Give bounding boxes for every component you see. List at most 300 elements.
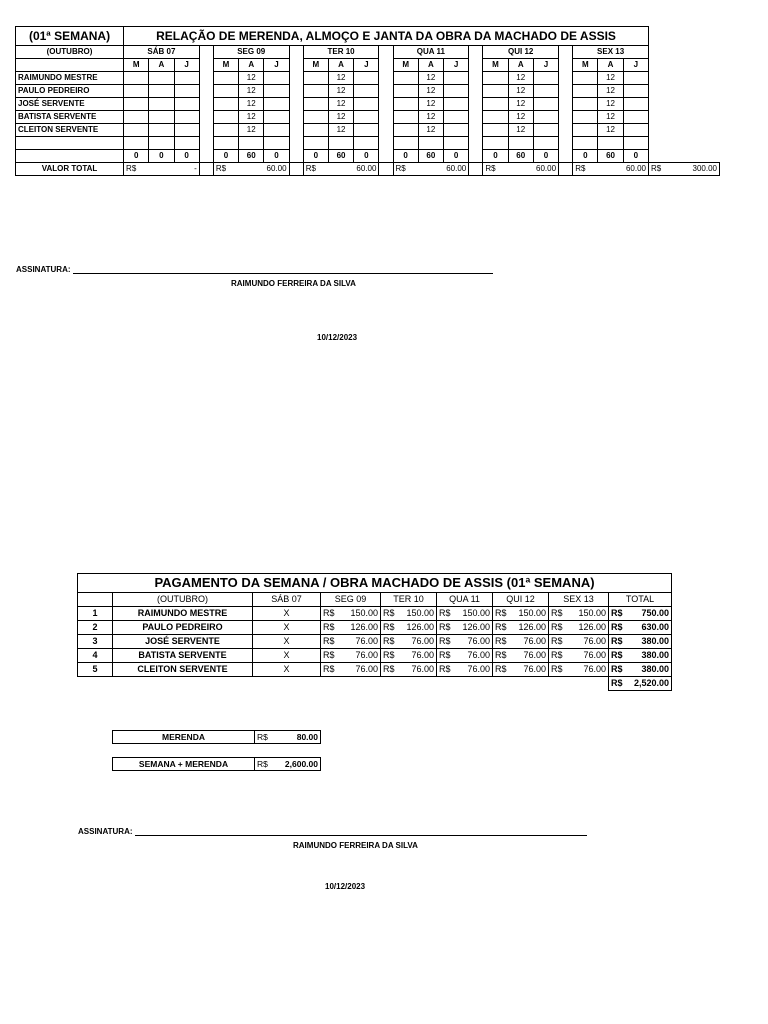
blank-cell (78, 677, 113, 691)
day-payment: 126.00 (462, 622, 490, 632)
meal-code: J (444, 59, 469, 72)
spacer-cell (469, 98, 483, 111)
month-label: (OUTUBRO) (16, 46, 124, 59)
day-payment: 126.00 (578, 622, 606, 632)
meal-count: 12 (328, 124, 353, 137)
worker-name: JOSÉ SERVENTE (113, 635, 253, 649)
day-payment-cell (437, 663, 493, 677)
blank-cell (113, 677, 253, 691)
day-header: SEX 13 (573, 46, 649, 59)
meal-count: 12 (598, 98, 623, 111)
day-payment: 76.00 (355, 636, 378, 646)
meal-count (573, 124, 598, 137)
meal-count (149, 98, 174, 111)
currency: R$ (551, 664, 563, 674)
spacer-cell (289, 46, 303, 59)
day-header: QUA 11 (393, 46, 469, 59)
spacer-cell (289, 137, 303, 150)
meal-count: 12 (328, 111, 353, 124)
meal-count: 12 (418, 111, 443, 124)
blank-cell (328, 137, 353, 150)
spacer-cell (379, 59, 393, 72)
day-payment: 76.00 (523, 650, 546, 660)
blank-cell (213, 137, 238, 150)
meal-count (573, 98, 598, 111)
meal-count: 12 (598, 124, 623, 137)
meal-code: M (303, 59, 328, 72)
currency: R$ (383, 622, 395, 632)
meal-code: J (174, 59, 199, 72)
meal-count (444, 72, 469, 85)
spacer-cell (379, 150, 393, 163)
currency: R$ (651, 164, 662, 173)
meal-count (393, 111, 418, 124)
currency: R$ (611, 664, 623, 674)
currency: R$ (257, 732, 268, 742)
meal-count (264, 98, 289, 111)
meal-total: 0 (264, 150, 289, 163)
blank-cell (354, 137, 379, 150)
meal-count (444, 85, 469, 98)
blank-cell (418, 137, 443, 150)
spacer-cell (469, 72, 483, 85)
meal-total: 0 (623, 150, 648, 163)
currency: R$ (495, 636, 507, 646)
meal-count: 12 (598, 85, 623, 98)
spacer-cell (559, 98, 573, 111)
day-payment-cell (321, 621, 381, 635)
spacer-cell (199, 124, 213, 137)
day-value-cell (124, 163, 200, 176)
meal-count (483, 98, 508, 111)
semana-merenda-value-cell (255, 758, 321, 771)
meal-total: 60 (598, 150, 623, 163)
meal-code: A (508, 59, 533, 72)
day-payment: 76.00 (411, 636, 434, 646)
meal-count: 12 (508, 85, 533, 98)
row-number: 5 (78, 663, 113, 677)
blank-cell (16, 137, 124, 150)
meal-count (149, 111, 174, 124)
spacer-cell (289, 163, 303, 176)
currency: R$ (551, 636, 563, 646)
meal-code: J (264, 59, 289, 72)
day-payment-cell (321, 663, 381, 677)
blank-cell (549, 677, 609, 691)
signature-underline (135, 826, 587, 836)
day-payment-cell (493, 635, 549, 649)
meal-count (533, 98, 558, 111)
day-payment-cell (493, 621, 549, 635)
meal-count: 12 (598, 72, 623, 85)
spacer-cell (199, 163, 213, 176)
blank-cell (444, 137, 469, 150)
blank-cell (381, 677, 437, 691)
meal-count (623, 72, 648, 85)
meal-count: 12 (508, 72, 533, 85)
grand-total-cell (649, 163, 720, 176)
blank-cell (321, 677, 381, 691)
spacer-cell (199, 150, 213, 163)
spacer-cell (199, 46, 213, 59)
spacer-cell (559, 124, 573, 137)
blank-cell (16, 150, 124, 163)
grand-total-cell (609, 677, 672, 691)
meal-count (354, 111, 379, 124)
day-payment: 76.00 (411, 664, 434, 674)
blank-cell (437, 677, 493, 691)
currency: R$ (439, 608, 451, 618)
meal-count (444, 124, 469, 137)
sheet-title: RELAÇÃO DE MERENDA, ALMOÇO E JANTA DA OBRA DA MACHADO DE ASSIS (124, 27, 649, 46)
meal-count (623, 98, 648, 111)
currency: R$ (611, 678, 623, 688)
spacer-cell (199, 98, 213, 111)
day-value: 60.00 (356, 164, 377, 173)
day-payment-cell (381, 649, 437, 663)
column-header: (OUTUBRO) (113, 593, 253, 607)
day-payment: 76.00 (355, 664, 378, 674)
spacer-cell (379, 46, 393, 59)
day-payment-cell (381, 607, 437, 621)
payment-title: PAGAMENTO DA SEMANA / OBRA MACHADO DE ASSIS (01ª SEMANA) (78, 574, 672, 593)
meal-count (354, 98, 379, 111)
meal-total: 0 (444, 150, 469, 163)
day-payment-cell (321, 607, 381, 621)
meal-count: 12 (239, 98, 264, 111)
spacer-cell (379, 85, 393, 98)
spacer-cell (199, 72, 213, 85)
meal-code: M (213, 59, 238, 72)
meal-count (483, 124, 508, 137)
currency: R$ (439, 636, 451, 646)
currency: R$ (395, 164, 406, 173)
meal-total: 0 (174, 150, 199, 163)
blank-cell (78, 593, 113, 607)
meal-count (393, 85, 418, 98)
day-value: 60.00 (625, 164, 647, 173)
worker-total-cell (609, 635, 672, 649)
spacer-cell (559, 85, 573, 98)
meal-count (174, 124, 199, 137)
meal-count (483, 72, 508, 85)
meal-count: 12 (328, 85, 353, 98)
worker-name: CLEITON SERVENTE (113, 663, 253, 677)
day-payment-cell (437, 649, 493, 663)
meal-count: 12 (418, 85, 443, 98)
worker-name: BATISTA SERVENTE (113, 649, 253, 663)
blank-cell (174, 137, 199, 150)
currency: R$ (551, 622, 563, 632)
meal-count (174, 98, 199, 111)
day-payment-cell (549, 649, 609, 663)
worker-total: 380.00 (641, 664, 670, 674)
blank-cell (533, 137, 558, 150)
meal-code: A (598, 59, 623, 72)
meal-count (174, 72, 199, 85)
worker-name: PAULO PEDREIRO (113, 621, 253, 635)
meal-total: 0 (124, 150, 149, 163)
valor-total-label: VALOR TOTAL (16, 163, 124, 176)
spacer-cell (559, 111, 573, 124)
spacer-cell (469, 111, 483, 124)
merenda-value-cell (255, 731, 321, 744)
day-payment: 76.00 (411, 650, 434, 660)
meal-code: A (239, 59, 264, 72)
spacer-cell (379, 111, 393, 124)
meal-total: 0 (149, 150, 174, 163)
currency: R$ (383, 608, 395, 618)
currency: R$ (611, 608, 623, 618)
day-payment-cell (321, 649, 381, 663)
semana-merenda-label: SEMANA + MERENDA (113, 758, 255, 771)
day-header: SÁB 07 (124, 46, 200, 59)
day-value: 60.00 (536, 164, 557, 173)
meal-total: 0 (483, 150, 508, 163)
meal-count: 12 (418, 72, 443, 85)
meal-count (483, 85, 508, 98)
day-payment: 76.00 (523, 664, 546, 674)
meal-count (264, 111, 289, 124)
column-header: SÁB 07 (253, 593, 321, 607)
merenda-label: MERENDA (113, 731, 255, 744)
column-header: QUA 11 (437, 593, 493, 607)
currency: R$ (439, 650, 451, 660)
day-payment: 150.00 (406, 608, 434, 618)
spacer-cell (469, 46, 483, 59)
day-payment-cell (549, 663, 609, 677)
currency: R$ (495, 664, 507, 674)
spacer-cell (559, 150, 573, 163)
semana-merenda-value: 2,600.00 (284, 759, 318, 769)
worker-name: CLEITON SERVENTE (16, 124, 124, 137)
meal-count (264, 72, 289, 85)
blank-cell (483, 137, 508, 150)
spacer-cell (559, 137, 573, 150)
blank-cell (124, 137, 149, 150)
document-date: 10/12/2023 (317, 333, 358, 342)
meal-count (174, 111, 199, 124)
currency: R$ (383, 650, 395, 660)
column-header: SEG 09 (321, 593, 381, 607)
meal-count (264, 124, 289, 137)
blank-cell (149, 137, 174, 150)
row-number: 3 (78, 635, 113, 649)
meal-count: 12 (508, 98, 533, 111)
spacer-cell (469, 150, 483, 163)
worker-name: BATISTA SERVENTE (16, 111, 124, 124)
currency: R$ (383, 664, 395, 674)
blank-cell (623, 137, 648, 150)
meal-count: 12 (328, 98, 353, 111)
meal-count: 12 (508, 111, 533, 124)
currency: R$ (551, 608, 563, 618)
day-payment: 76.00 (467, 664, 490, 674)
spacer-cell (469, 137, 483, 150)
spacer-cell (379, 124, 393, 137)
sab-mark: X (253, 663, 321, 677)
merenda-box (112, 730, 321, 744)
day-value-cell (303, 163, 379, 176)
column-header: TER 10 (381, 593, 437, 607)
currency: R$ (485, 164, 496, 173)
day-payment: 150.00 (518, 608, 546, 618)
currency: R$ (323, 664, 335, 674)
spacer-cell (379, 163, 393, 176)
day-payment-cell (437, 621, 493, 635)
meal-count (303, 98, 328, 111)
meal-count: 12 (418, 98, 443, 111)
row-number: 4 (78, 649, 113, 663)
spacer-cell (289, 85, 303, 98)
meal-count (213, 72, 238, 85)
currency: R$ (439, 622, 451, 632)
spacer-cell (559, 59, 573, 72)
currency: R$ (575, 164, 586, 173)
day-header: TER 10 (303, 46, 379, 59)
spacer-cell (379, 72, 393, 85)
meal-count (533, 111, 558, 124)
meal-count: 12 (328, 72, 353, 85)
spacer-cell (559, 72, 573, 85)
day-payment-cell (493, 649, 549, 663)
blank-cell (493, 677, 549, 691)
currency: R$ (495, 650, 507, 660)
week-label: (01ª SEMANA) (16, 27, 124, 46)
meal-code: M (124, 59, 149, 72)
sab-mark: X (253, 635, 321, 649)
meal-code: A (328, 59, 353, 72)
grand-total: 2,520.00 (633, 678, 670, 688)
currency: R$ (323, 636, 335, 646)
day-payment-cell (493, 607, 549, 621)
meal-total: 60 (508, 150, 533, 163)
meal-code: A (149, 59, 174, 72)
day-payment-cell (437, 607, 493, 621)
sab-mark: X (253, 621, 321, 635)
document-date: 10/12/2023 (325, 882, 366, 891)
worker-total: 380.00 (641, 650, 670, 660)
meal-count: 12 (239, 111, 264, 124)
meal-count (623, 124, 648, 137)
day-value-cell (213, 163, 289, 176)
meal-count (354, 124, 379, 137)
meal-total: 0 (533, 150, 558, 163)
currency: R$ (495, 622, 507, 632)
meal-count (533, 72, 558, 85)
meal-count (393, 72, 418, 85)
day-payment: 76.00 (523, 636, 546, 646)
currency: R$ (611, 650, 623, 660)
spacer-cell (199, 85, 213, 98)
currency: R$ (551, 650, 563, 660)
meal-total: 60 (328, 150, 353, 163)
day-payment: 126.00 (518, 622, 546, 632)
worker-total-cell (609, 621, 672, 635)
column-header: SEX 13 (549, 593, 609, 607)
day-payment-cell (381, 635, 437, 649)
blank-cell (393, 137, 418, 150)
signature-label: ASSINATURA: (16, 265, 71, 274)
worker-name: JOSÉ SERVENTE (16, 98, 124, 111)
spacer-cell (289, 59, 303, 72)
spacer-cell (469, 124, 483, 137)
meal-count (393, 124, 418, 137)
worker-total-cell (609, 663, 672, 677)
signature-label: ASSINATURA: (78, 827, 133, 836)
meal-count: 12 (508, 124, 533, 137)
day-value: 60.00 (266, 164, 287, 173)
row-number: 1 (78, 607, 113, 621)
column-header: TOTAL (609, 593, 672, 607)
meal-count (354, 72, 379, 85)
currency: R$ (215, 164, 227, 173)
meal-count (174, 85, 199, 98)
meal-count (213, 98, 238, 111)
spacer-cell (199, 137, 213, 150)
day-value-cell (573, 163, 649, 176)
meal-code: M (483, 59, 508, 72)
worker-name: RAIMUNDO MESTRE (113, 607, 253, 621)
grand-total: 300.00 (692, 164, 717, 173)
day-payment-cell (321, 635, 381, 649)
meal-count (124, 72, 149, 85)
semana-merenda-box (112, 757, 321, 771)
meal-count: 12 (239, 85, 264, 98)
blank-cell (598, 137, 623, 150)
blank-cell (303, 137, 328, 150)
meal-count (124, 124, 149, 137)
meal-total: 0 (354, 150, 379, 163)
meal-count: 12 (598, 111, 623, 124)
worker-total: 630.00 (641, 622, 670, 632)
meal-count (124, 85, 149, 98)
currency: R$ (257, 759, 268, 769)
meal-count (264, 85, 289, 98)
spacer-cell (199, 59, 213, 72)
day-payment: 126.00 (350, 622, 378, 632)
meal-count (213, 111, 238, 124)
blank-cell (239, 137, 264, 150)
spacer-cell (559, 163, 573, 176)
merenda-value: 80.00 (296, 732, 318, 742)
spacer-cell (469, 85, 483, 98)
meal-total: 60 (239, 150, 264, 163)
meal-count (124, 98, 149, 111)
day-payment-cell (549, 607, 609, 621)
spacer-cell (289, 98, 303, 111)
currency: R$ (611, 622, 623, 632)
worker-total-cell (609, 649, 672, 663)
spacer-cell (469, 163, 483, 176)
day-value: 60.00 (446, 164, 467, 173)
spacer-cell (289, 124, 303, 137)
meal-count (213, 85, 238, 98)
meal-code: J (354, 59, 379, 72)
meal-count: 12 (239, 124, 264, 137)
day-payment-cell (437, 635, 493, 649)
meal-count (303, 85, 328, 98)
day-payment: 150.00 (350, 608, 378, 618)
meal-code: M (573, 59, 598, 72)
blank-cell (253, 677, 321, 691)
worker-name: RAIMUNDO MESTRE (16, 72, 124, 85)
spacer-cell (199, 111, 213, 124)
meal-total: 0 (303, 150, 328, 163)
meal-count (623, 85, 648, 98)
day-payment: 76.00 (467, 650, 490, 660)
meal-count: 12 (418, 124, 443, 137)
